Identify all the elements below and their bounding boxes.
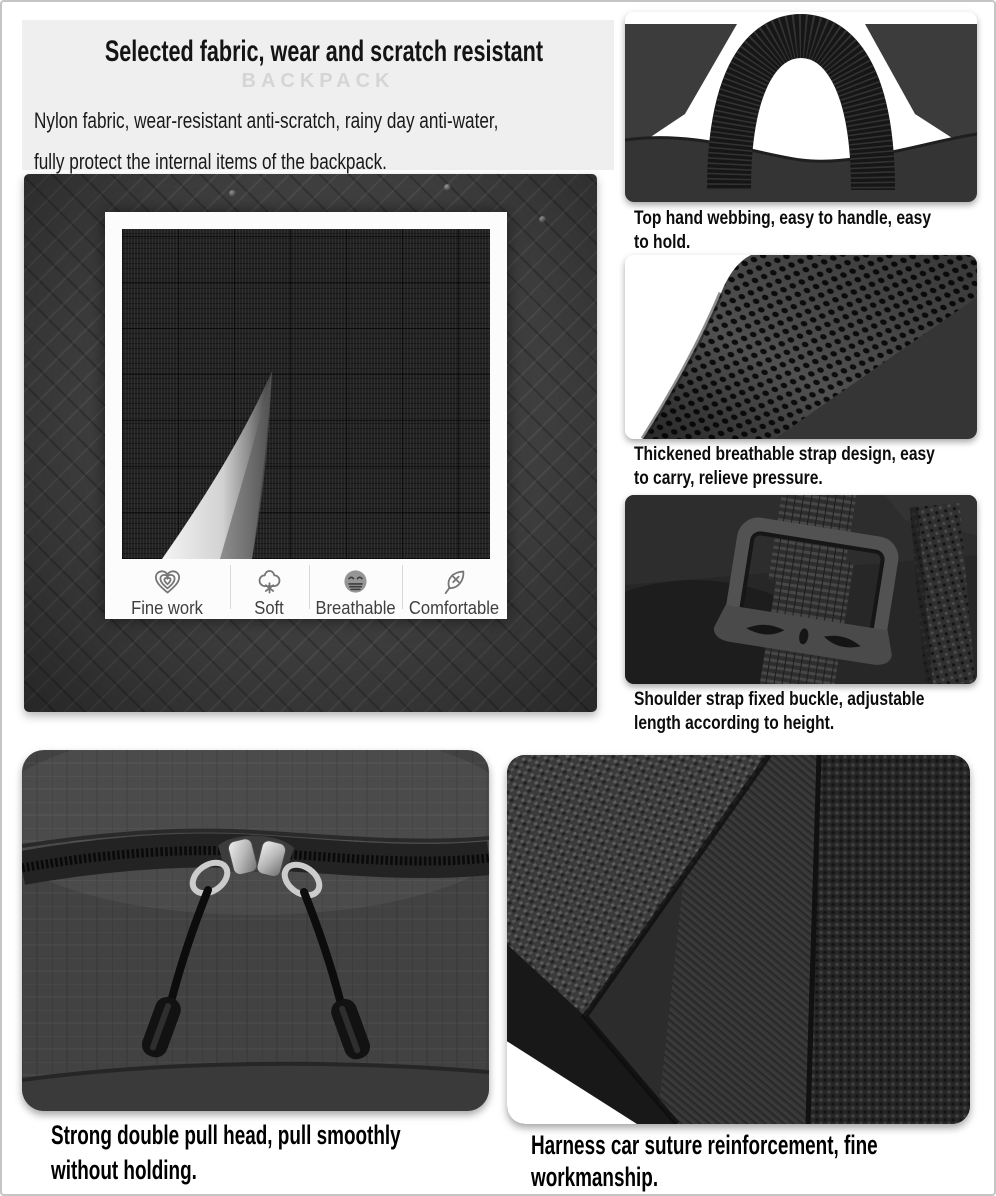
knife-blade-illustration	[122, 229, 490, 559]
stitching-photo	[507, 755, 970, 1124]
leaf-icon	[402, 566, 507, 597]
caption-line: Strong double pull head, pull smoothly	[51, 1120, 401, 1150]
description-line: fully protect the internal items of the backpack.	[34, 149, 387, 174]
top-handle-photo	[625, 12, 977, 202]
fabric-photo	[24, 174, 597, 712]
double-zipper-photo	[22, 750, 489, 1111]
caption-line: without holding.	[51, 1155, 197, 1185]
caption-top-handle	[634, 207, 994, 254]
mesh-strap-photo	[625, 255, 977, 439]
shoulder-buckle-photo	[625, 495, 977, 684]
caption-line: workmanship.	[531, 1162, 659, 1192]
breathing-face-icon	[309, 566, 402, 597]
caption-line: length according to height.	[634, 711, 835, 734]
caption-line: Thickened breathable strap design, easy	[634, 443, 935, 465]
caption-line: Harness car suture reinforcement, fine	[531, 1130, 878, 1160]
heart-icon	[105, 566, 230, 597]
handle-illustration	[625, 12, 977, 202]
water-droplet	[539, 216, 546, 223]
caption-line: to hold.	[634, 230, 691, 253]
feature-icon-row	[105, 564, 507, 619]
caption-stitching	[531, 1129, 996, 1193]
header-panel	[22, 20, 614, 174]
cotton-icon	[230, 566, 309, 597]
header-description	[34, 100, 614, 182]
stitching-illustration	[507, 755, 970, 1124]
caption-line: Shoulder strap fixed buckle, adjustable	[634, 688, 925, 710]
feature-label: Comfortable	[409, 598, 500, 618]
feature-label: Soft	[254, 598, 285, 618]
description-line: Nylon fabric, wear-resistant anti-scratch, rainy day anti-water,	[34, 108, 499, 133]
caption-mesh-strap	[634, 443, 994, 490]
feature-label: Breathable	[315, 598, 396, 618]
water-droplet	[229, 190, 236, 197]
fabric-closeup-card	[105, 212, 507, 619]
caption-double-zipper	[51, 1118, 551, 1188]
caption-line: to carry, relieve pressure.	[634, 466, 823, 489]
water-droplet	[444, 184, 451, 191]
feature-label: Fine work	[131, 598, 204, 618]
feature-fine-work	[105, 564, 230, 619]
feature-comfortable	[402, 564, 507, 619]
caption-shoulder-buckle	[634, 688, 994, 735]
headline: Selected fabric, wear and scratch resistant	[104, 35, 544, 68]
zipper-illustration	[22, 750, 489, 1111]
fabric-closeup-photo	[122, 229, 490, 559]
feature-soft	[230, 564, 309, 619]
watermark-text: BACKPACK	[241, 70, 395, 92]
feature-breathable	[309, 564, 402, 619]
buckle-illustration	[625, 495, 977, 684]
mesh-strap-illustration	[625, 255, 977, 439]
caption-line: Top hand webbing, easy to handle, easy	[634, 207, 932, 229]
